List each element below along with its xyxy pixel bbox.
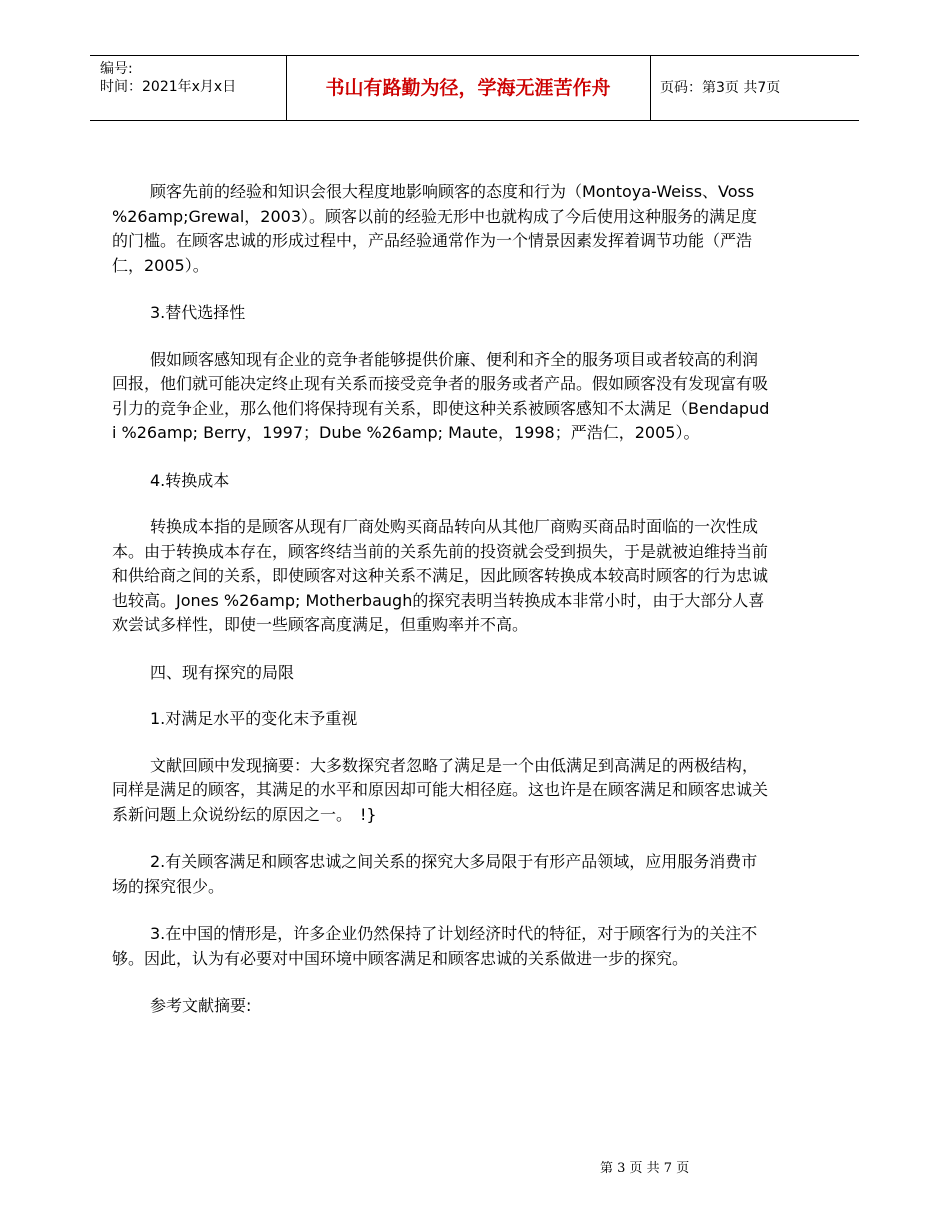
paragraph-experience: 顾客先前的经验和知识会很大程度地影响顾客的态度和行为（Montoya-Weiss、Voss %26amp;Grewal，2003）。顾客以前的经验无形中也就构成了今后使用这种服务的满足度的门槛。在顾客忠诚的形成过程中，产品经验通常作为一个情景因素发挥着调节功能（严浩仁，2005）。 — [112, 182, 758, 275]
paragraph-china-context: 3.在中国的情形是，许多企业仍然保持了计划经济时代的特征，对于顾客行为的关注不够。因此，认为有必要对中国环境中顾客满足和顾客忠诚的关系做进一步的探究。 — [112, 924, 758, 968]
document-body — [112, 180, 772, 1041]
header-motto: 书山有路勤为径，学海无涯苦作舟 — [325, 77, 611, 99]
paragraph-tangible-products: 2.有关顾客满足和顾客忠诚之间关系的探究大多局限于有形产品领域，应用服务消费市场的探究很少。 — [112, 852, 758, 896]
paragraph-literature-review: 文献回顾中发现摘要：大多数探究者忽略了满足是一个由低满足到高满足的两极结构，同样是满足的顾客，其满足的水平和原因却可能大相径庭。这也许是在顾客满足和顾客忠诚关系新问题上众说纷纭的原因之一。 !} — [112, 755, 769, 824]
page-footer: 第 3 页 共 7 页 — [600, 1161, 690, 1176]
header-time-label: 时间：2021年x月x日 — [100, 79, 237, 95]
subheading-satisfaction-level: 1.对满足水平的变化末予重视 — [150, 709, 358, 728]
section-heading-alternatives: 3.替代选择性 — [150, 303, 246, 322]
header-divider-right — [650, 56, 651, 120]
section-heading-switching-cost: 4.转换成本 — [150, 470, 230, 490]
paragraph-switching-cost: 转换成本指的是顾客从现有厂商处购买商品转向从其他厂商购买商品时面临的一次性成本。由于转换成本存在，顾客终结当前的关系先前的投资就会受到损失，于是就被迫维持当前和供给商之间的关系，即使顾客对这种关系不满足，因此顾客转换成本较高时顾客的行为忠诚也较高。Jones %26amp; Motherbaugh的探究表明当转换成本非常小时，由于大部分人喜欢尝试多样性，即使一些顾客高度满足，但重购率并不高。 — [112, 517, 769, 634]
header-meta — [100, 60, 236, 96]
paragraph-alternatives: 假如顾客感知现有企业的竞争者能够提供价廉、便利和齐全的服务项目或者较高的利润回报，他们就可能决定终止现有关系而接受竞争者的服务或者产品。假如顾客没有发现富有吸引力的竞争企业，那么他们将保持现有关系，即使这种关系被顾客感知不太满足（Bendapudi %26amp; Berry，1997；Dube %26amp; Maute，1998；严浩仁，2005）。 — [112, 349, 770, 442]
header-number-label: 编号: — [100, 61, 133, 77]
page-header — [90, 55, 859, 121]
section-heading-limitations: 四、现有探究的局限 — [150, 662, 295, 682]
header-page-info: 页码：第3页 共7页 — [660, 80, 781, 96]
references-heading: 参考文献摘要: — [150, 996, 252, 1015]
